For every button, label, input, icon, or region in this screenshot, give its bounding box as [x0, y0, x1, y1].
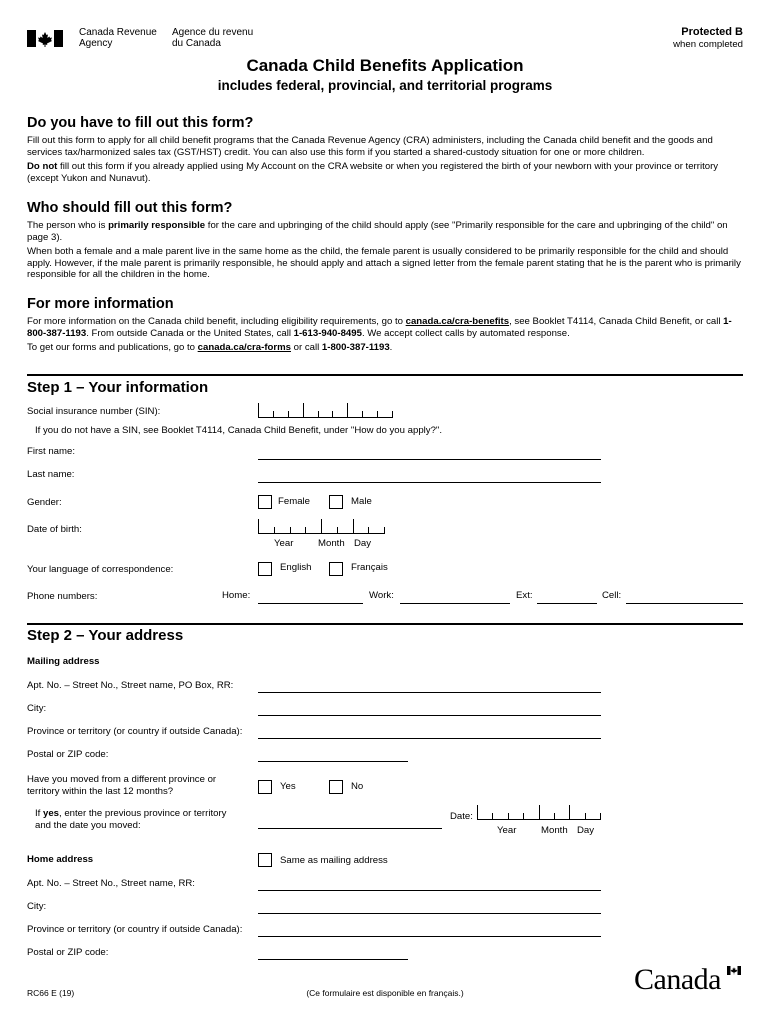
agency-name-fr: Agence du revenu du Canada: [172, 27, 254, 49]
section-heading-fill: Do you have to fill out this form?: [27, 115, 254, 131]
previous-province-field[interactable]: [258, 828, 442, 829]
when-completed-label: when completed: [673, 39, 743, 50]
moved-month-label: Month: [541, 825, 568, 836]
step1-rule: [27, 374, 743, 376]
dob-input[interactable]: [258, 519, 385, 534]
cra-benefits-link[interactable]: canada.ca/cra-benefits: [405, 316, 510, 327]
mailing-apt-label: Apt. No. – Street No., Street name, PO Box, RR:: [27, 680, 234, 691]
form-id: RC66 E (19): [27, 988, 75, 998]
moved-year-label: Year: [497, 825, 517, 836]
dob-year-label: Year: [274, 538, 294, 549]
dob-month-label: Month: [318, 538, 345, 549]
female-checkbox[interactable]: [258, 495, 272, 509]
dob-day-label: Day: [354, 538, 372, 549]
francais-checkbox[interactable]: [329, 562, 343, 576]
moved-no-checkbox[interactable]: [329, 780, 343, 794]
mailing-city-label: City:: [27, 703, 47, 714]
moved-yes-checkbox[interactable]: [258, 780, 272, 794]
canada-wordmark: Canada: [634, 964, 746, 996]
mailing-apt-field[interactable]: [258, 692, 601, 693]
french-availability-note: (Ce formulaire est disponible en français.): [306, 988, 464, 998]
first-name-field[interactable]: [258, 459, 601, 460]
cell-phone-field[interactable]: [626, 603, 743, 604]
home-postal-field[interactable]: [258, 959, 408, 960]
moved-question: Have you moved from a different province or territory within the last 12 months?: [27, 774, 217, 797]
ext-field[interactable]: [537, 603, 597, 604]
government-flag-logo: [27, 30, 63, 47]
home-province-field[interactable]: [258, 936, 601, 937]
female-label: Female: [278, 496, 310, 507]
sin-note: If you do not have a SIN, see Booklet T4114, Canada Child Benefit, under "How do you apply?".: [35, 425, 442, 436]
home-phone-label: Home:: [222, 590, 251, 601]
last-name-field[interactable]: [258, 482, 601, 483]
mailing-postal-field[interactable]: [258, 761, 408, 762]
mailing-address-heading: Mailing address: [27, 656, 100, 667]
home-postal-label: Postal or ZIP code:: [27, 947, 109, 958]
male-label: Male: [351, 496, 372, 507]
sin-label: Social insurance number (SIN):: [27, 406, 161, 417]
section-who-text: The person who is primarily responsible for the care and upbringing of the child should apply (see "Primarily responsible for the care and upbringing of the child" on page 3). When both a female and a male parent live in the same home as the child, the female parent is usually considered to be primarily responsible for the child and should apply. However, if the male parent is primarily responsible, he should apply and attach a signed letter from the female parent stating that he is the parent who is primarily responsible for all the children in the home.: [27, 220, 741, 280]
male-checkbox[interactable]: [329, 495, 343, 509]
previous-province-label: If yes, enter the previous province or territory and the date you moved:: [35, 808, 227, 831]
section-info-text: For more information on the Canada child benefit, including eligibility requirements, go to canada.ca/cra-benefits, see Booklet T4114, Canada Child Benefit, or call 1-800-387-1193. From outside Canada or the United States, call 1-613-940-8495. We accept collect calls by automated response. To get our forms and publications, go to canada.ca/cra-forms or call 1-800-387-1193.: [27, 316, 732, 353]
step2-heading: Step 2 – Your address: [27, 627, 184, 644]
moved-date-label: Date:: [450, 811, 473, 822]
home-apt-field[interactable]: [258, 890, 601, 891]
home-phone-field[interactable]: [258, 603, 363, 604]
step1-heading: Step 1 – Your information: [27, 379, 209, 396]
section-heading-info: For more information: [27, 296, 174, 312]
english-checkbox[interactable]: [258, 562, 272, 576]
home-province-label: Province or territory (or country if outside Canada):: [27, 924, 243, 935]
home-apt-label: Apt. No. – Street No., Street name, RR:: [27, 878, 195, 889]
mailing-city-field[interactable]: [258, 715, 601, 716]
language-label: Your language of correspondence:: [27, 564, 174, 575]
protected-label: Protected B: [681, 26, 743, 38]
section-heading-who: Who should fill out this form?: [27, 200, 233, 216]
home-city-label: City:: [27, 901, 47, 912]
first-name-label: First name:: [27, 446, 75, 457]
moved-day-label: Day: [577, 825, 595, 836]
mailing-province-field[interactable]: [258, 738, 601, 739]
step2-rule: [27, 623, 743, 625]
home-address-heading: Home address: [27, 854, 94, 865]
cell-phone-label: Cell:: [602, 590, 622, 601]
sin-input[interactable]: [258, 403, 393, 418]
dob-label: Date of birth:: [27, 524, 82, 535]
moved-date-input[interactable]: [477, 805, 601, 820]
work-phone-field[interactable]: [400, 603, 510, 604]
form-subtitle: includes federal, provincial, and territorial programs: [217, 78, 553, 93]
francais-label: Français: [351, 562, 388, 573]
form-title: Canada Child Benefits Application: [246, 56, 524, 75]
english-label: English: [280, 562, 312, 573]
cra-forms-link[interactable]: canada.ca/cra-forms: [197, 342, 291, 353]
same-as-mailing-label: Same as mailing address: [280, 855, 388, 866]
mailing-province-label: Province or territory (or country if outside Canada):: [27, 726, 243, 737]
ext-label: Ext:: [516, 590, 533, 601]
moved-yes-label: Yes: [280, 781, 296, 792]
agency-name-en: Canada Revenue Agency: [79, 27, 157, 49]
moved-no-label: No: [351, 781, 364, 792]
gender-label: Gender:: [27, 497, 62, 508]
wordmark-flag-icon: [727, 966, 741, 975]
mailing-postal-label: Postal or ZIP code:: [27, 749, 109, 760]
section-fill-text: Fill out this form to apply for all child benefit programs that the Canada Revenue Agency (CRA) administers, including the Canada child benefit and the goods and services tax/harmonized sales tax (GST/HST) credit. You can also use this form if you started a shared-custody situation for one or more children. Do not fill out this form if you already applied using My Account on the CRA website or when you registered the birth of your newborn with your province or territory (except Yukon and Nunavut).: [27, 135, 719, 184]
last-name-label: Last name:: [27, 469, 75, 480]
same-as-mailing-checkbox[interactable]: [258, 853, 272, 867]
home-city-field[interactable]: [258, 913, 601, 914]
work-phone-label: Work:: [369, 590, 394, 601]
phone-numbers-label: Phone numbers:: [27, 591, 98, 602]
